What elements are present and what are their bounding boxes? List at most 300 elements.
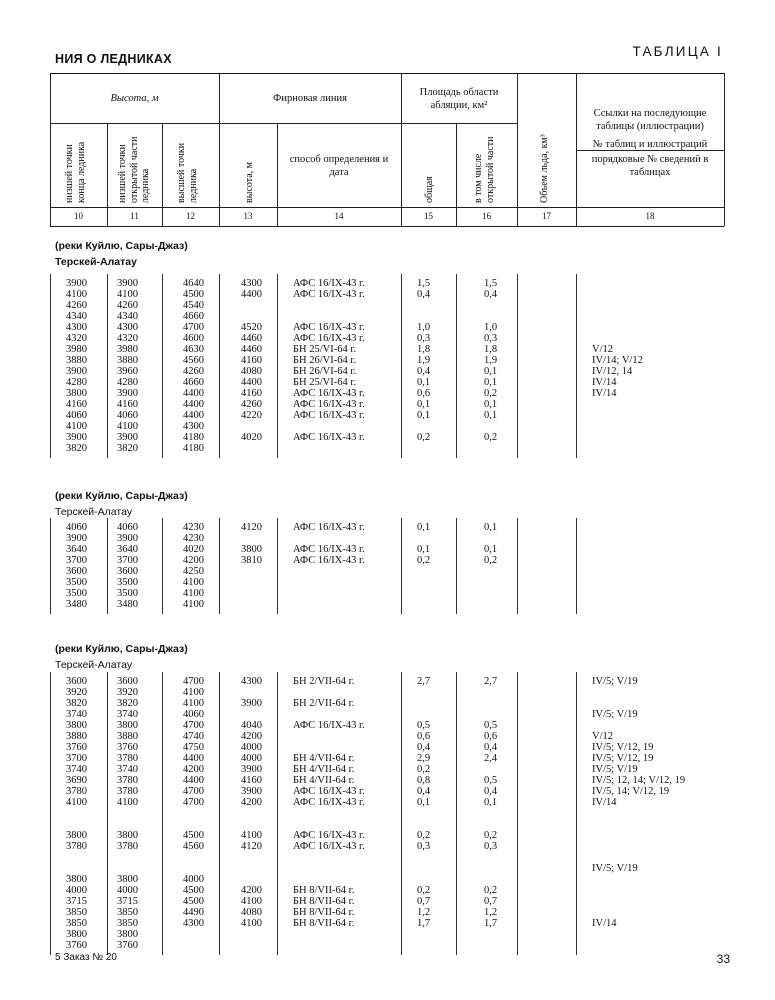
col-header-area-total: общая bbox=[424, 176, 435, 203]
cell-firn-method: АФС 16/IX-43 г. bbox=[293, 555, 365, 566]
cell-lowest-open: 3780 bbox=[117, 775, 138, 786]
cell-highest: 4490 bbox=[183, 907, 204, 918]
table-row bbox=[0, 366, 775, 377]
table-label: ТАБЛИЦА I bbox=[632, 44, 723, 59]
cell-highest: 4100 bbox=[183, 687, 204, 698]
column-number: 17 bbox=[542, 211, 551, 221]
cell-lowest-open: 3780 bbox=[117, 786, 138, 797]
group-header-firn: Фирновая линия bbox=[273, 93, 347, 104]
cell-lowest-end: 4320 bbox=[66, 333, 87, 344]
col-header-area-open: в том числе открытой части bbox=[473, 136, 496, 203]
cell-firn-height: 3800 bbox=[241, 544, 262, 555]
cell-highest: 4400 bbox=[183, 388, 204, 399]
page-number: 33 bbox=[716, 952, 730, 966]
cell-lowest-open: 4340 bbox=[117, 311, 138, 322]
column-separator bbox=[277, 672, 278, 955]
cell-lowest-open: 4280 bbox=[117, 377, 138, 388]
cell-lowest-end: 4060 bbox=[66, 410, 87, 421]
cell-lowest-open: 3960 bbox=[117, 366, 138, 377]
table-row bbox=[0, 278, 775, 289]
cell-area-total: 1,9 bbox=[417, 355, 431, 366]
cell-firn-height: 4100 bbox=[241, 918, 262, 929]
cell-area-total: 0,1 bbox=[417, 522, 431, 533]
cell-highest: 4100 bbox=[183, 577, 204, 588]
header-divider bbox=[401, 73, 402, 226]
cell-lowest-open: 4100 bbox=[117, 421, 138, 432]
cell-lowest-open: 4320 bbox=[117, 333, 138, 344]
cell-lowest-end: 3920 bbox=[66, 687, 87, 698]
cell-firn-height: 4300 bbox=[241, 278, 262, 289]
cell-lowest-end: 3740 bbox=[66, 764, 87, 775]
cell-highest: 4180 bbox=[183, 443, 204, 454]
cell-area-total: 0,8 bbox=[417, 775, 431, 786]
column-separator bbox=[576, 274, 577, 458]
column-separator bbox=[162, 672, 163, 955]
cell-highest: 4400 bbox=[183, 410, 204, 421]
cell-highest: 4300 bbox=[183, 918, 204, 929]
cell-area-total: 0,4 bbox=[417, 786, 431, 797]
column-number: 13 bbox=[243, 211, 253, 221]
cell-area-total: 0,1 bbox=[417, 410, 431, 421]
column-number: 15 bbox=[424, 211, 433, 221]
table-row bbox=[0, 742, 775, 753]
page-header-title: НИЯ О ЛЕДНИКАХ bbox=[55, 52, 172, 66]
top-rule bbox=[50, 73, 725, 74]
cell-lowest-open: 3820 bbox=[117, 443, 138, 454]
column-separator bbox=[401, 274, 402, 458]
refs-subheader-tables: № таблиц и иллюстраций bbox=[592, 139, 708, 150]
cell-lowest-end: 3880 bbox=[66, 731, 87, 742]
cell-area-open: 0,4 bbox=[484, 786, 498, 797]
cell-area-total: 0,1 bbox=[417, 399, 431, 410]
table-row bbox=[0, 533, 775, 544]
table-row bbox=[0, 432, 775, 443]
cell-lowest-end: 3700 bbox=[66, 555, 87, 566]
cell-lowest-open: 3980 bbox=[117, 344, 138, 355]
column-separator bbox=[517, 274, 518, 458]
column-separator bbox=[107, 274, 108, 458]
group-header-area: Площадь области абляции, км² bbox=[419, 87, 499, 112]
cell-lowest-end: 4340 bbox=[66, 311, 87, 322]
cell-lowest-end: 4160 bbox=[66, 399, 87, 410]
cell-highest: 4000 bbox=[183, 874, 204, 885]
column-number: 16 bbox=[482, 211, 491, 221]
cell-lowest-end: 3780 bbox=[66, 786, 87, 797]
column-number: 10 bbox=[74, 211, 83, 221]
cell-area-total: 0,4 bbox=[417, 289, 431, 300]
cell-area-open: 1,0 bbox=[484, 322, 498, 333]
cell-highest: 4660 bbox=[183, 311, 204, 322]
cell-lowest-open: 4000 bbox=[117, 885, 138, 896]
cell-area-open: 1,8 bbox=[484, 344, 498, 355]
cell-lowest-end: 3900 bbox=[66, 432, 87, 443]
header-rule bbox=[50, 207, 724, 208]
cell-firn-method: БН 25/VI-64 г. bbox=[293, 377, 357, 388]
cell-highest: 4500 bbox=[183, 289, 204, 300]
table-row bbox=[0, 443, 775, 454]
cell-area-total: 1,0 bbox=[417, 322, 431, 333]
cell-lowest-open: 3850 bbox=[117, 907, 138, 918]
cell-lowest-end: 3780 bbox=[66, 841, 87, 852]
cell-firn-height: 3900 bbox=[241, 764, 262, 775]
table-row bbox=[0, 830, 775, 841]
cell-firn-height: 4120 bbox=[241, 522, 262, 533]
cell-lowest-open: 3500 bbox=[117, 588, 138, 599]
cell-lowest-open: 3600 bbox=[117, 566, 138, 577]
cell-lowest-end: 3640 bbox=[66, 544, 87, 555]
column-separator bbox=[219, 518, 220, 614]
cell-firn-height: 4300 bbox=[241, 676, 262, 687]
table-row bbox=[0, 698, 775, 709]
cell-area-open: 0,1 bbox=[484, 522, 498, 533]
table-row bbox=[0, 885, 775, 896]
column-separator bbox=[456, 672, 457, 955]
cell-lowest-open: 3760 bbox=[117, 742, 138, 753]
section-title: (реки Куйлю, Сары-Джаз) bbox=[55, 490, 188, 502]
column-separator bbox=[162, 518, 163, 614]
cell-lowest-end: 4300 bbox=[66, 322, 87, 333]
cell-highest: 4400 bbox=[183, 753, 204, 764]
cell-firn-height: 4000 bbox=[241, 742, 262, 753]
cell-lowest-end: 3850 bbox=[66, 918, 87, 929]
column-separator bbox=[517, 518, 518, 614]
cell-lowest-end: 3820 bbox=[66, 443, 87, 454]
cell-firn-height: 4080 bbox=[241, 366, 262, 377]
cell-highest: 4700 bbox=[183, 786, 204, 797]
group-header-height: Высота, м bbox=[110, 93, 159, 104]
cell-firn-height: 4520 bbox=[241, 322, 262, 333]
data-block bbox=[0, 676, 775, 951]
cell-references: IV/12, 14 bbox=[592, 366, 633, 377]
cell-references: V/12 bbox=[592, 344, 613, 355]
cell-area-total: 0,7 bbox=[417, 896, 431, 907]
cell-firn-method: АФС 16/IX-43 г. bbox=[293, 289, 365, 300]
cell-area-open: 0,3 bbox=[484, 333, 498, 344]
cell-lowest-end: 3820 bbox=[66, 698, 87, 709]
cell-firn-method: БН 4/VII-64 г. bbox=[293, 753, 355, 764]
cell-firn-height: 4200 bbox=[241, 731, 262, 742]
cell-references: IV/5; V/19 bbox=[592, 709, 638, 720]
table-row bbox=[0, 852, 775, 863]
cell-firn-height: 4260 bbox=[241, 399, 262, 410]
table-row bbox=[0, 599, 775, 610]
column-separator bbox=[107, 518, 108, 614]
column-separator bbox=[456, 274, 457, 458]
data-block bbox=[0, 278, 775, 454]
header-divider bbox=[724, 73, 725, 226]
cell-area-total: 0,5 bbox=[417, 720, 431, 731]
table-row bbox=[0, 388, 775, 399]
col-header-highest: высшей точки ледника bbox=[176, 142, 199, 203]
cell-lowest-end: 3500 bbox=[66, 588, 87, 599]
cell-lowest-open: 3780 bbox=[117, 753, 138, 764]
cell-lowest-open: 4060 bbox=[117, 410, 138, 421]
cell-firn-height: 4100 bbox=[241, 830, 262, 841]
cell-lowest-end: 3500 bbox=[66, 577, 87, 588]
cell-highest: 4060 bbox=[183, 709, 204, 720]
cell-area-open: 1,7 bbox=[484, 918, 498, 929]
column-separator bbox=[277, 518, 278, 614]
col-header-firn-height: высота, м bbox=[244, 161, 255, 203]
cell-firn-method: АФС 16/IX-43 г. bbox=[293, 786, 365, 797]
col-header-lowest-end: низшей точки конца ледника bbox=[64, 141, 87, 203]
table-row bbox=[0, 896, 775, 907]
table-row bbox=[0, 544, 775, 555]
table-row bbox=[0, 300, 775, 311]
cell-lowest-open: 3880 bbox=[117, 355, 138, 366]
cell-firn-method: АФС 16/IX-43 г. bbox=[293, 333, 365, 344]
cell-area-open: 2,4 bbox=[484, 753, 498, 764]
cell-firn-height: 4160 bbox=[241, 775, 262, 786]
section-title: (реки Куйлю, Сары-Джаз) bbox=[55, 240, 188, 252]
cell-lowest-end: 3900 bbox=[66, 533, 87, 544]
column-separator bbox=[219, 672, 220, 955]
cell-lowest-end: 4000 bbox=[66, 885, 87, 896]
column-separator bbox=[50, 518, 51, 614]
section-title: (реки Куйлю, Сары-Джаз) bbox=[55, 643, 188, 655]
table-row bbox=[0, 399, 775, 410]
cell-firn-height: 4460 bbox=[241, 344, 262, 355]
header-rule bbox=[50, 123, 517, 124]
cell-area-total: 1,7 bbox=[417, 918, 431, 929]
cell-lowest-open: 3500 bbox=[117, 577, 138, 588]
cell-firn-height: 3810 bbox=[241, 555, 262, 566]
cell-highest: 4230 bbox=[183, 522, 204, 533]
cell-area-total: 0,4 bbox=[417, 742, 431, 753]
cell-highest: 4630 bbox=[183, 344, 204, 355]
table-row bbox=[0, 841, 775, 852]
table-row bbox=[0, 566, 775, 577]
header-divider bbox=[517, 73, 518, 226]
cell-firn-height: 4120 bbox=[241, 841, 262, 852]
cell-lowest-open: 4300 bbox=[117, 322, 138, 333]
cell-firn-method: АФС 16/IX-43 г. bbox=[293, 544, 365, 555]
cell-firn-method: БН 8/VII-64 г. bbox=[293, 918, 355, 929]
cell-firn-height: 4040 bbox=[241, 720, 262, 731]
cell-highest: 4400 bbox=[183, 399, 204, 410]
cell-lowest-end: 3480 bbox=[66, 599, 87, 610]
cell-area-open: 0,1 bbox=[484, 544, 498, 555]
cell-area-total: 0,3 bbox=[417, 333, 431, 344]
cell-references: IV/5; V/19 bbox=[592, 676, 638, 687]
table-row bbox=[0, 764, 775, 775]
cell-area-open: 0,1 bbox=[484, 399, 498, 410]
col-header-method: способ определения и дата bbox=[289, 154, 389, 179]
table-row bbox=[0, 522, 775, 533]
cell-area-total: 0,4 bbox=[417, 366, 431, 377]
cell-lowest-end: 3800 bbox=[66, 388, 87, 399]
column-number: 12 bbox=[186, 211, 195, 221]
cell-lowest-end: 4060 bbox=[66, 522, 87, 533]
table-row bbox=[0, 775, 775, 786]
cell-highest: 4750 bbox=[183, 742, 204, 753]
cell-area-open: 1,2 bbox=[484, 907, 498, 918]
table-row bbox=[0, 410, 775, 421]
cell-lowest-open: 3780 bbox=[117, 841, 138, 852]
cell-highest: 4700 bbox=[183, 720, 204, 731]
cell-firn-height: 4000 bbox=[241, 753, 262, 764]
cell-firn-method: АФС 16/IX-43 г. bbox=[293, 322, 365, 333]
cell-firn-method: БН 8/VII-64 г. bbox=[293, 907, 355, 918]
cell-area-open: 0,1 bbox=[484, 410, 498, 421]
column-separator bbox=[401, 672, 402, 955]
column-separator bbox=[401, 518, 402, 614]
table-row bbox=[0, 863, 775, 874]
cell-lowest-open: 3740 bbox=[117, 709, 138, 720]
table-row bbox=[0, 421, 775, 432]
cell-area-total: 1,2 bbox=[417, 907, 431, 918]
cell-references: IV/5; V/19 bbox=[592, 863, 638, 874]
cell-lowest-open: 3715 bbox=[117, 896, 138, 907]
cell-highest: 4230 bbox=[183, 533, 204, 544]
cell-area-open: 0,2 bbox=[484, 830, 498, 841]
column-number: 14 bbox=[334, 211, 344, 221]
cell-firn-method: БН 25/VI-64 г. bbox=[293, 344, 357, 355]
footer-order: 5 Заказ № 20 bbox=[55, 952, 117, 963]
cell-highest: 4100 bbox=[183, 588, 204, 599]
header-rule bbox=[50, 226, 724, 227]
cell-firn-height: 4020 bbox=[241, 432, 262, 443]
cell-firn-height: 4460 bbox=[241, 333, 262, 344]
cell-lowest-open: 3800 bbox=[117, 720, 138, 731]
cell-firn-method: АФС 16/IX-43 г. bbox=[293, 522, 365, 533]
cell-lowest-open: 4060 bbox=[117, 522, 138, 533]
cell-lowest-open: 3880 bbox=[117, 731, 138, 742]
column-separator bbox=[576, 672, 577, 955]
cell-references: IV/14 bbox=[592, 388, 617, 399]
table-row bbox=[0, 940, 775, 951]
cell-highest: 4020 bbox=[183, 544, 204, 555]
cell-highest: 4180 bbox=[183, 432, 204, 443]
cell-references: IV/14 bbox=[592, 918, 617, 929]
cell-area-total: 0,2 bbox=[417, 830, 431, 841]
cell-area-open: 0,3 bbox=[484, 841, 498, 852]
cell-firn-method: БН 4/VII-64 г. bbox=[293, 764, 355, 775]
group-header-refs: Ссылки на последующие таблицы (иллюстрации) bbox=[593, 108, 707, 133]
section-subtitle: Терскей-Алатау bbox=[55, 506, 133, 518]
table-row bbox=[0, 377, 775, 388]
cell-firn-method: АФС 16/IX-43 г. bbox=[293, 278, 365, 289]
cell-references: IV/5, 14; V/12, 19 bbox=[592, 786, 670, 797]
cell-highest: 4700 bbox=[183, 797, 204, 808]
cell-references: IV/14 bbox=[592, 377, 617, 388]
cell-firn-height: 4400 bbox=[241, 377, 262, 388]
cell-lowest-open: 3480 bbox=[117, 599, 138, 610]
cell-firn-height: 4100 bbox=[241, 896, 262, 907]
cell-lowest-end: 3900 bbox=[66, 366, 87, 377]
column-separator bbox=[456, 518, 457, 614]
cell-lowest-open: 3920 bbox=[117, 687, 138, 698]
cell-firn-method: АФС 16/IX-43 г. bbox=[293, 388, 365, 399]
cell-area-total: 0,1 bbox=[417, 377, 431, 388]
cell-firn-height: 4400 bbox=[241, 289, 262, 300]
cell-references: IV/14 bbox=[592, 797, 617, 808]
cell-lowest-end: 4100 bbox=[66, 421, 87, 432]
cell-area-open: 0,2 bbox=[484, 432, 498, 443]
table-row bbox=[0, 687, 775, 698]
cell-lowest-open: 3900 bbox=[117, 278, 138, 289]
cell-references: IV/5; V/12, 19 bbox=[592, 753, 654, 764]
cell-references: IV/14; V/12 bbox=[592, 355, 643, 366]
table-row bbox=[0, 333, 775, 344]
cell-lowest-open: 3850 bbox=[117, 918, 138, 929]
cell-area-open: 0,7 bbox=[484, 896, 498, 907]
cell-lowest-end: 3760 bbox=[66, 742, 87, 753]
cell-firn-method: БН 26/VI-64 г. bbox=[293, 366, 357, 377]
cell-highest: 4500 bbox=[183, 830, 204, 841]
column-number: 18 bbox=[645, 211, 655, 221]
cell-firn-method: АФС 16/IX-43 г. bbox=[293, 432, 365, 443]
cell-firn-height: 4160 bbox=[241, 355, 262, 366]
cell-lowest-open: 3800 bbox=[117, 830, 138, 841]
cell-firn-height: 4200 bbox=[241, 797, 262, 808]
cell-area-total: 2,9 bbox=[417, 753, 431, 764]
col-header-lowest-open: низшей точки открытой части ледника bbox=[117, 136, 151, 203]
table-row bbox=[0, 289, 775, 300]
cell-lowest-end: 3800 bbox=[66, 830, 87, 841]
cell-firn-method: БН 2/VII-64 г. bbox=[293, 676, 355, 687]
cell-highest: 4700 bbox=[183, 676, 204, 687]
cell-firn-height: 4160 bbox=[241, 388, 262, 399]
table-row bbox=[0, 720, 775, 731]
cell-lowest-end: 3900 bbox=[66, 278, 87, 289]
table-row bbox=[0, 808, 775, 819]
cell-area-open: 0,5 bbox=[484, 775, 498, 786]
cell-lowest-open: 4100 bbox=[117, 289, 138, 300]
cell-highest: 4700 bbox=[183, 322, 204, 333]
cell-lowest-end: 3800 bbox=[66, 929, 87, 940]
cell-area-open: 0,2 bbox=[484, 885, 498, 896]
cell-area-total: 2,7 bbox=[417, 676, 431, 687]
cell-lowest-end: 3700 bbox=[66, 753, 87, 764]
table-row bbox=[0, 907, 775, 918]
cell-lowest-open: 3640 bbox=[117, 544, 138, 555]
table-row bbox=[0, 555, 775, 566]
cell-references: IV/5; V/19 bbox=[592, 764, 638, 775]
cell-area-open: 1,9 bbox=[484, 355, 498, 366]
cell-lowest-end: 3600 bbox=[66, 566, 87, 577]
cell-lowest-end: 3880 bbox=[66, 355, 87, 366]
cell-lowest-open: 3900 bbox=[117, 388, 138, 399]
table-row bbox=[0, 731, 775, 742]
cell-lowest-open: 4100 bbox=[117, 797, 138, 808]
cell-highest: 4560 bbox=[183, 841, 204, 852]
cell-area-total: 1,8 bbox=[417, 344, 431, 355]
cell-lowest-open: 3800 bbox=[117, 874, 138, 885]
cell-highest: 4200 bbox=[183, 764, 204, 775]
cell-firn-method: АФС 16/IX-43 г. bbox=[293, 410, 365, 421]
cell-firn-height: 4220 bbox=[241, 410, 262, 421]
cell-lowest-end: 3850 bbox=[66, 907, 87, 918]
cell-references: IV/5; 12, 14; V/12, 19 bbox=[592, 775, 686, 786]
cell-area-open: 2,7 bbox=[484, 676, 498, 687]
cell-highest: 4540 bbox=[183, 300, 204, 311]
table-row bbox=[0, 577, 775, 588]
cell-lowest-end: 3600 bbox=[66, 676, 87, 687]
cell-highest: 4600 bbox=[183, 333, 204, 344]
cell-area-total: 0,3 bbox=[417, 841, 431, 852]
cell-lowest-open: 3600 bbox=[117, 676, 138, 687]
cell-highest: 4200 bbox=[183, 555, 204, 566]
table-row bbox=[0, 797, 775, 808]
cell-firn-method: АФС 16/IX-43 г. bbox=[293, 720, 365, 731]
table-row bbox=[0, 753, 775, 764]
cell-area-open: 0,4 bbox=[484, 742, 498, 753]
cell-area-total: 0,1 bbox=[417, 544, 431, 555]
cell-area-total: 0,2 bbox=[417, 764, 431, 775]
table-row bbox=[0, 322, 775, 333]
table-row bbox=[0, 676, 775, 687]
